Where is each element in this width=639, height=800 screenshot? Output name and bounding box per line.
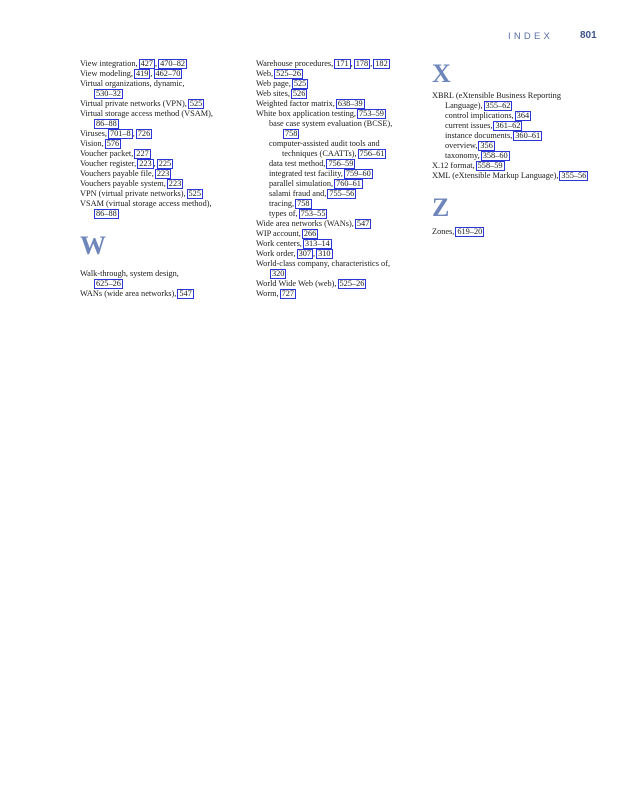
entry-term: Zones, bbox=[432, 227, 455, 236]
index-section-letter: X bbox=[432, 59, 451, 88]
index-subentry bbox=[256, 139, 426, 149]
index-entry bbox=[80, 99, 250, 109]
index-subentry bbox=[256, 169, 426, 179]
entry-term: Web, bbox=[256, 69, 274, 78]
page-reference-link[interactable]: 86–88 bbox=[96, 209, 117, 218]
index-entry bbox=[80, 79, 250, 89]
index-column-2 bbox=[256, 59, 426, 299]
index-entry bbox=[256, 279, 426, 289]
entry-term: World Wide Web (web), bbox=[256, 279, 337, 288]
index-entry bbox=[80, 169, 250, 179]
page-reference-link[interactable]: 86–88 bbox=[96, 119, 117, 128]
index-subentry bbox=[432, 151, 602, 161]
entry-term: XBRL (eXtensible Business Reporting bbox=[432, 91, 561, 100]
page-reference-link[interactable]: 462–70 bbox=[155, 69, 181, 78]
index-subentry bbox=[80, 89, 250, 99]
page-reference-link[interactable]: 727 bbox=[281, 289, 295, 298]
index-column-1 bbox=[80, 59, 250, 299]
page-reference-link[interactable]: 361–62 bbox=[495, 121, 521, 130]
page-reference-link[interactable]: 526 bbox=[292, 89, 306, 98]
page-reference-link[interactable]: 638–39 bbox=[337, 99, 363, 108]
index-entry bbox=[256, 99, 426, 109]
entry-term: types of, bbox=[269, 209, 298, 218]
entry-term: Virtual private networks (VPN), bbox=[80, 99, 187, 108]
index-entry bbox=[80, 289, 250, 299]
entry-term: Web page, bbox=[256, 79, 291, 88]
entry-term: Voucher register, bbox=[80, 159, 137, 168]
entry-term: Vouchers payable file, bbox=[80, 169, 154, 178]
entry-term: Voucher packet, bbox=[80, 149, 134, 158]
index-entry bbox=[80, 199, 250, 209]
index-subentry bbox=[256, 189, 426, 199]
page-reference-link[interactable]: 547 bbox=[179, 289, 192, 298]
page-reference-link[interactable]: 525 bbox=[293, 79, 307, 88]
page-reference-link[interactable]: 427 bbox=[140, 59, 154, 68]
entry-term: White box application testing, bbox=[256, 109, 357, 118]
page-reference-link[interactable]: 758 bbox=[297, 199, 310, 208]
entry-term: taxonomy, bbox=[445, 151, 480, 160]
page-reference-link[interactable]: 178 bbox=[355, 59, 369, 68]
index-subentry bbox=[256, 119, 426, 129]
page-reference-link[interactable]: 225 bbox=[158, 159, 172, 168]
entry-term: Vouchers payable system, bbox=[80, 179, 166, 188]
page-reference-link[interactable]: 320 bbox=[272, 269, 285, 278]
page-reference-link[interactable]: 307 bbox=[298, 249, 312, 258]
page-reference-link[interactable]: 525 bbox=[188, 189, 201, 198]
index-entry bbox=[80, 139, 250, 149]
index-subentry bbox=[256, 149, 426, 159]
page-reference-link[interactable]: 525–26 bbox=[276, 69, 301, 78]
index-entry bbox=[80, 179, 250, 189]
index-section-letter: Z bbox=[432, 193, 450, 222]
page-reference-link[interactable]: 758 bbox=[285, 129, 298, 138]
page-reference-link[interactable]: 525 bbox=[189, 99, 203, 108]
page-reference-link[interactable]: 313–14 bbox=[304, 239, 330, 248]
page-reference-link[interactable]: 223 bbox=[156, 169, 170, 178]
entry-term: tracing, bbox=[269, 199, 295, 208]
page-reference-link[interactable]: 760–61 bbox=[336, 179, 361, 188]
index-subentry bbox=[256, 269, 426, 279]
index-entry bbox=[256, 229, 426, 239]
page-reference-link[interactable]: 227 bbox=[136, 149, 149, 158]
page-reference-link[interactable]: 701–8 bbox=[109, 129, 131, 138]
page-reference-link[interactable]: 525–26 bbox=[339, 279, 365, 288]
page-reference-link[interactable]: 266 bbox=[303, 229, 317, 238]
index-subentry bbox=[256, 199, 426, 209]
entry-term: parallel simulation, bbox=[269, 179, 334, 188]
entry-term: Web sites, bbox=[256, 89, 290, 98]
index-entry: View modeling, 419 , 462–70 bbox=[80, 69, 181, 78]
entry-term: techniques (CAATTs), bbox=[282, 149, 357, 158]
index-section-letter: W bbox=[80, 231, 106, 260]
index-entry bbox=[432, 161, 602, 171]
index-subentry bbox=[256, 179, 426, 189]
page-reference-link[interactable]: 355–56 bbox=[561, 171, 587, 180]
index-entry bbox=[432, 91, 602, 101]
index-entry: Voucher register, 223 , 225 bbox=[80, 159, 172, 168]
entry-term: Virtual storage access method (VSAM), bbox=[80, 109, 213, 118]
entry-term: computer-assisted audit tools and bbox=[269, 139, 380, 148]
index-entry: Warehouse procedures, 171 , 178 , 182 bbox=[256, 59, 388, 68]
entry-term: Work order, bbox=[256, 249, 296, 258]
index-entry bbox=[256, 109, 426, 119]
index-entry: View integration, 427 , 470–82 bbox=[80, 59, 185, 68]
page-reference-link[interactable]: 530–32 bbox=[96, 89, 121, 98]
index-subentry bbox=[256, 159, 426, 169]
page-reference-link[interactable]: 358–60 bbox=[482, 151, 508, 160]
index-entry: Work order, 307 , 310 bbox=[256, 249, 331, 258]
entry-term: Virtual organizations, dynamic, bbox=[80, 79, 185, 88]
page-reference-link[interactable]: 356 bbox=[480, 141, 493, 150]
index-subentry bbox=[432, 141, 602, 151]
page-reference-link[interactable]: 756–61 bbox=[359, 149, 385, 158]
index-subentry bbox=[80, 279, 250, 289]
entry-term: Language), bbox=[445, 101, 483, 110]
index-entry bbox=[80, 149, 250, 159]
index-subentry bbox=[432, 111, 602, 121]
index-subentry bbox=[432, 101, 602, 111]
entry-term: Weighted factor matrix, bbox=[256, 99, 335, 108]
entry-term: VSAM (virtual storage access method), bbox=[80, 199, 212, 208]
index-entry bbox=[256, 219, 426, 229]
index-subentry bbox=[256, 129, 426, 139]
index-entry bbox=[80, 189, 250, 199]
index-entry bbox=[256, 289, 426, 299]
page-reference-link[interactable]: 223 bbox=[168, 179, 182, 188]
index-subentry bbox=[80, 119, 250, 129]
page-reference-link[interactable]: 547 bbox=[356, 219, 370, 228]
entry-term: Viruses, bbox=[80, 129, 107, 138]
page-reference-link[interactable]: 171 bbox=[336, 59, 349, 68]
entry-term: WANs (wide area networks), bbox=[80, 289, 177, 298]
page-reference-link[interactable]: 470–82 bbox=[160, 59, 185, 68]
page-reference-link[interactable]: 182 bbox=[375, 59, 388, 68]
index-entry: Viruses, 701–8 , 726 bbox=[80, 129, 151, 138]
entry-term: overview, bbox=[445, 141, 478, 150]
index-subentry bbox=[432, 131, 602, 141]
index-subentry bbox=[432, 121, 602, 131]
index-entry bbox=[80, 269, 250, 279]
page-reference-link[interactable]: 419 bbox=[135, 69, 149, 78]
entry-term: Warehouse procedures, bbox=[256, 59, 334, 68]
entry-term: Walk-through, system design, bbox=[80, 269, 179, 278]
entry-term: WIP account, bbox=[256, 229, 301, 238]
index-entry bbox=[256, 89, 426, 99]
entry-term: instance documents, bbox=[445, 131, 513, 140]
running-header bbox=[0, 31, 639, 45]
page-reference-link[interactable]: 726 bbox=[137, 129, 151, 138]
entry-term: data test method, bbox=[269, 159, 326, 168]
page-reference-link[interactable]: 753–55 bbox=[300, 209, 326, 218]
entry-term: control implications, bbox=[445, 111, 514, 120]
index-entry bbox=[256, 259, 426, 269]
page-reference-link[interactable]: 364 bbox=[516, 111, 530, 120]
entry-term: Worm, bbox=[256, 289, 279, 298]
index-entry bbox=[256, 79, 426, 89]
entry-term: current issues, bbox=[445, 121, 493, 130]
page-reference-link[interactable]: 310 bbox=[318, 249, 331, 258]
page-reference-link[interactable]: 360–61 bbox=[515, 131, 541, 140]
index-entry bbox=[80, 109, 250, 119]
page-reference-link[interactable]: 753–59 bbox=[359, 109, 384, 118]
page-reference-link[interactable]: 576 bbox=[106, 139, 120, 148]
index-subentry bbox=[256, 209, 426, 219]
page-reference-link[interactable]: 759–60 bbox=[345, 169, 371, 178]
page-reference-link[interactable]: 756–59 bbox=[328, 159, 354, 168]
entry-term: View modeling, bbox=[80, 69, 133, 78]
entry-term: World-class company, characteristics of, bbox=[256, 259, 391, 268]
entry-term: View integration, bbox=[80, 59, 138, 68]
page-reference-link[interactable]: 625–26 bbox=[96, 279, 121, 288]
entry-term: integrated test facility, bbox=[269, 169, 343, 178]
entry-term: salami fraud and, bbox=[269, 189, 327, 198]
page-reference-link[interactable]: 619–20 bbox=[457, 227, 483, 236]
index-entry bbox=[432, 171, 602, 181]
entry-term: X.12 format, bbox=[432, 161, 475, 170]
entry-term: base case system evaluation (BCSE), bbox=[269, 119, 393, 128]
entry-term: Vision, bbox=[80, 139, 104, 148]
page-reference-link[interactable]: 223 bbox=[139, 159, 152, 168]
index-entry bbox=[432, 227, 602, 237]
entry-term: XML (eXtensible Markup Language), bbox=[432, 171, 559, 180]
page-reference-link[interactable]: 558–59 bbox=[477, 161, 503, 170]
index-subentry bbox=[80, 209, 250, 219]
entry-term: VPN (virtual private networks), bbox=[80, 189, 186, 198]
page-number: 801 bbox=[580, 30, 597, 41]
entry-term: Work centers, bbox=[256, 239, 302, 248]
index-entry bbox=[256, 239, 426, 249]
entry-term: Wide area networks (WANs), bbox=[256, 219, 354, 228]
page-reference-link[interactable]: 755–56 bbox=[329, 189, 355, 198]
page-reference-link[interactable]: 355–62 bbox=[485, 101, 511, 110]
section-title: INDEX bbox=[508, 31, 554, 42]
index-entry bbox=[256, 69, 426, 79]
index-column-3 bbox=[432, 59, 602, 237]
